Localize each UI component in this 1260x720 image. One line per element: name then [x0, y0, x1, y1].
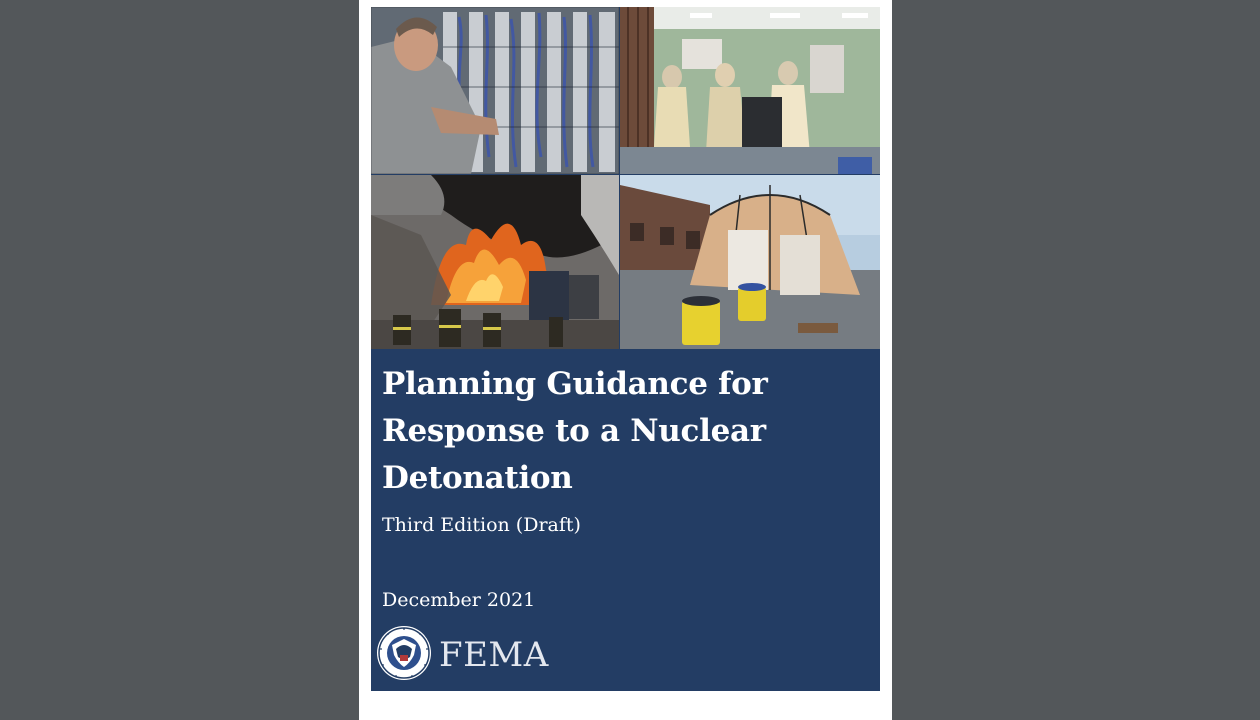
dhs-seal-icon: [376, 625, 432, 681]
photo-decontamination-tent: [620, 175, 880, 349]
document-title: [382, 361, 862, 502]
document-edition: Third Edition (Draft): [382, 514, 581, 536]
photo-building-fire: [371, 175, 619, 349]
photo-hospital-staff: [620, 7, 880, 174]
cover-panel: [371, 7, 880, 691]
document-date: December 2021: [382, 589, 536, 611]
title-line: Planning Guidance for: [382, 366, 768, 402]
pdf-page: [359, 0, 892, 720]
cover-photo-grid: [371, 7, 880, 349]
title-line: Detonation: [382, 460, 573, 496]
title-line: Response to a Nuclear: [382, 413, 766, 449]
agency-wordmark: FEMA: [439, 635, 549, 675]
photo-telecom-technician: [371, 7, 619, 174]
